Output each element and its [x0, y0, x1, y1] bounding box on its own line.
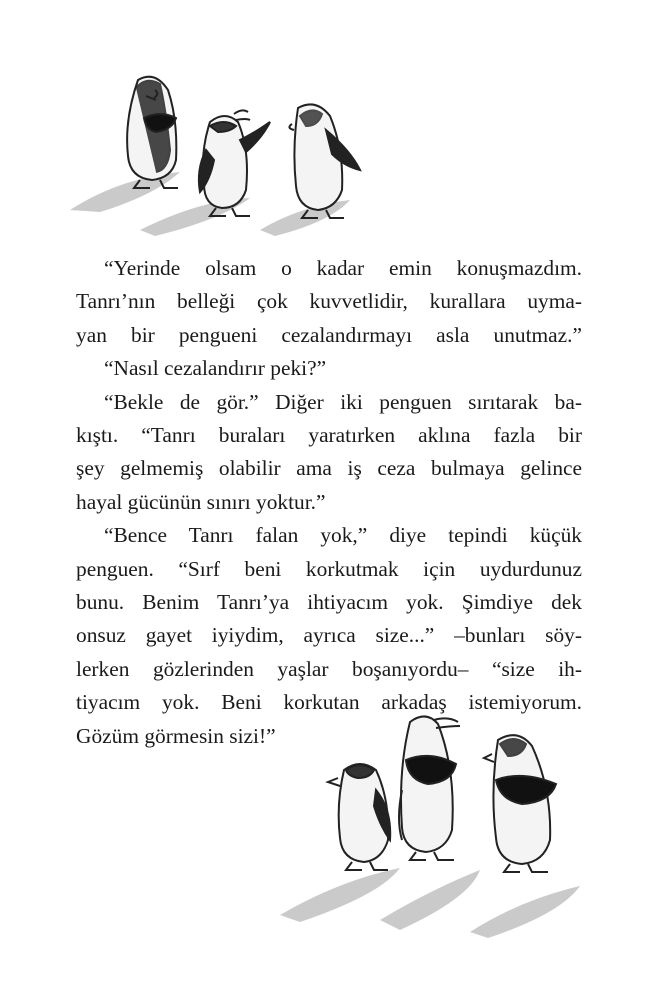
penguin-right-icon	[289, 104, 360, 218]
text-line: “Bekle de gör.” Diğer iki penguen sırıtarak ba-	[104, 389, 582, 414]
text-line: bunu. Benim Tanrı’ya ihtiyacım yok. Şimdiye dek	[76, 590, 582, 615]
paragraph-2	[76, 352, 582, 385]
story-text	[76, 252, 582, 753]
penguin-tall-icon	[399, 716, 460, 860]
text-line: tiyacım yok. Beni korkutan arkadaş istemiyorum.	[76, 690, 582, 715]
penguins-illustration-bottom	[260, 700, 590, 940]
text-line: penguen. “Sırf beni korkutmak için uydurdunuz	[76, 556, 582, 581]
text-line: şey gelmemiş olabilir ama iş ceza bulmaya gelince	[76, 456, 582, 481]
paragraph-3	[76, 386, 582, 520]
text-line: hayal gücünün sınırı yoktur.”	[76, 489, 326, 514]
text-line: yan bir pengueni cezalandırmayı asla unutmaz.”	[76, 322, 582, 347]
penguin-small-icon	[328, 764, 390, 870]
penguin-left-icon	[127, 77, 178, 188]
text-line: lerken gözlerinden yaşlar boşanıyordu– “size ih-	[76, 656, 582, 681]
penguin-arms-crossed-icon	[484, 735, 556, 872]
text-line: Tanrı’nın belleği çok kuvvetlidir, kurallara uyma-	[76, 289, 582, 314]
text-line: “Bence Tanrı falan yok,” diye tepindi küçük	[104, 523, 582, 548]
text-line: Gözüm görmesin sizi!”	[76, 723, 276, 748]
penguins-illustration-top	[60, 60, 390, 250]
penguin-middle-icon	[199, 110, 270, 216]
text-line: “Nasıl cezalandırır peki?”	[104, 356, 327, 381]
text-line: “Yerinde olsam o kadar emin konuşmazdım.	[104, 256, 582, 280]
text-line: kıştı. “Tanrı buraları yaratırken aklına fazla bir	[76, 423, 582, 448]
text-line: onsuz gayet iyiydim, ayrıca size...” –bunları söy-	[76, 623, 582, 648]
paragraph-1	[76, 252, 582, 352]
